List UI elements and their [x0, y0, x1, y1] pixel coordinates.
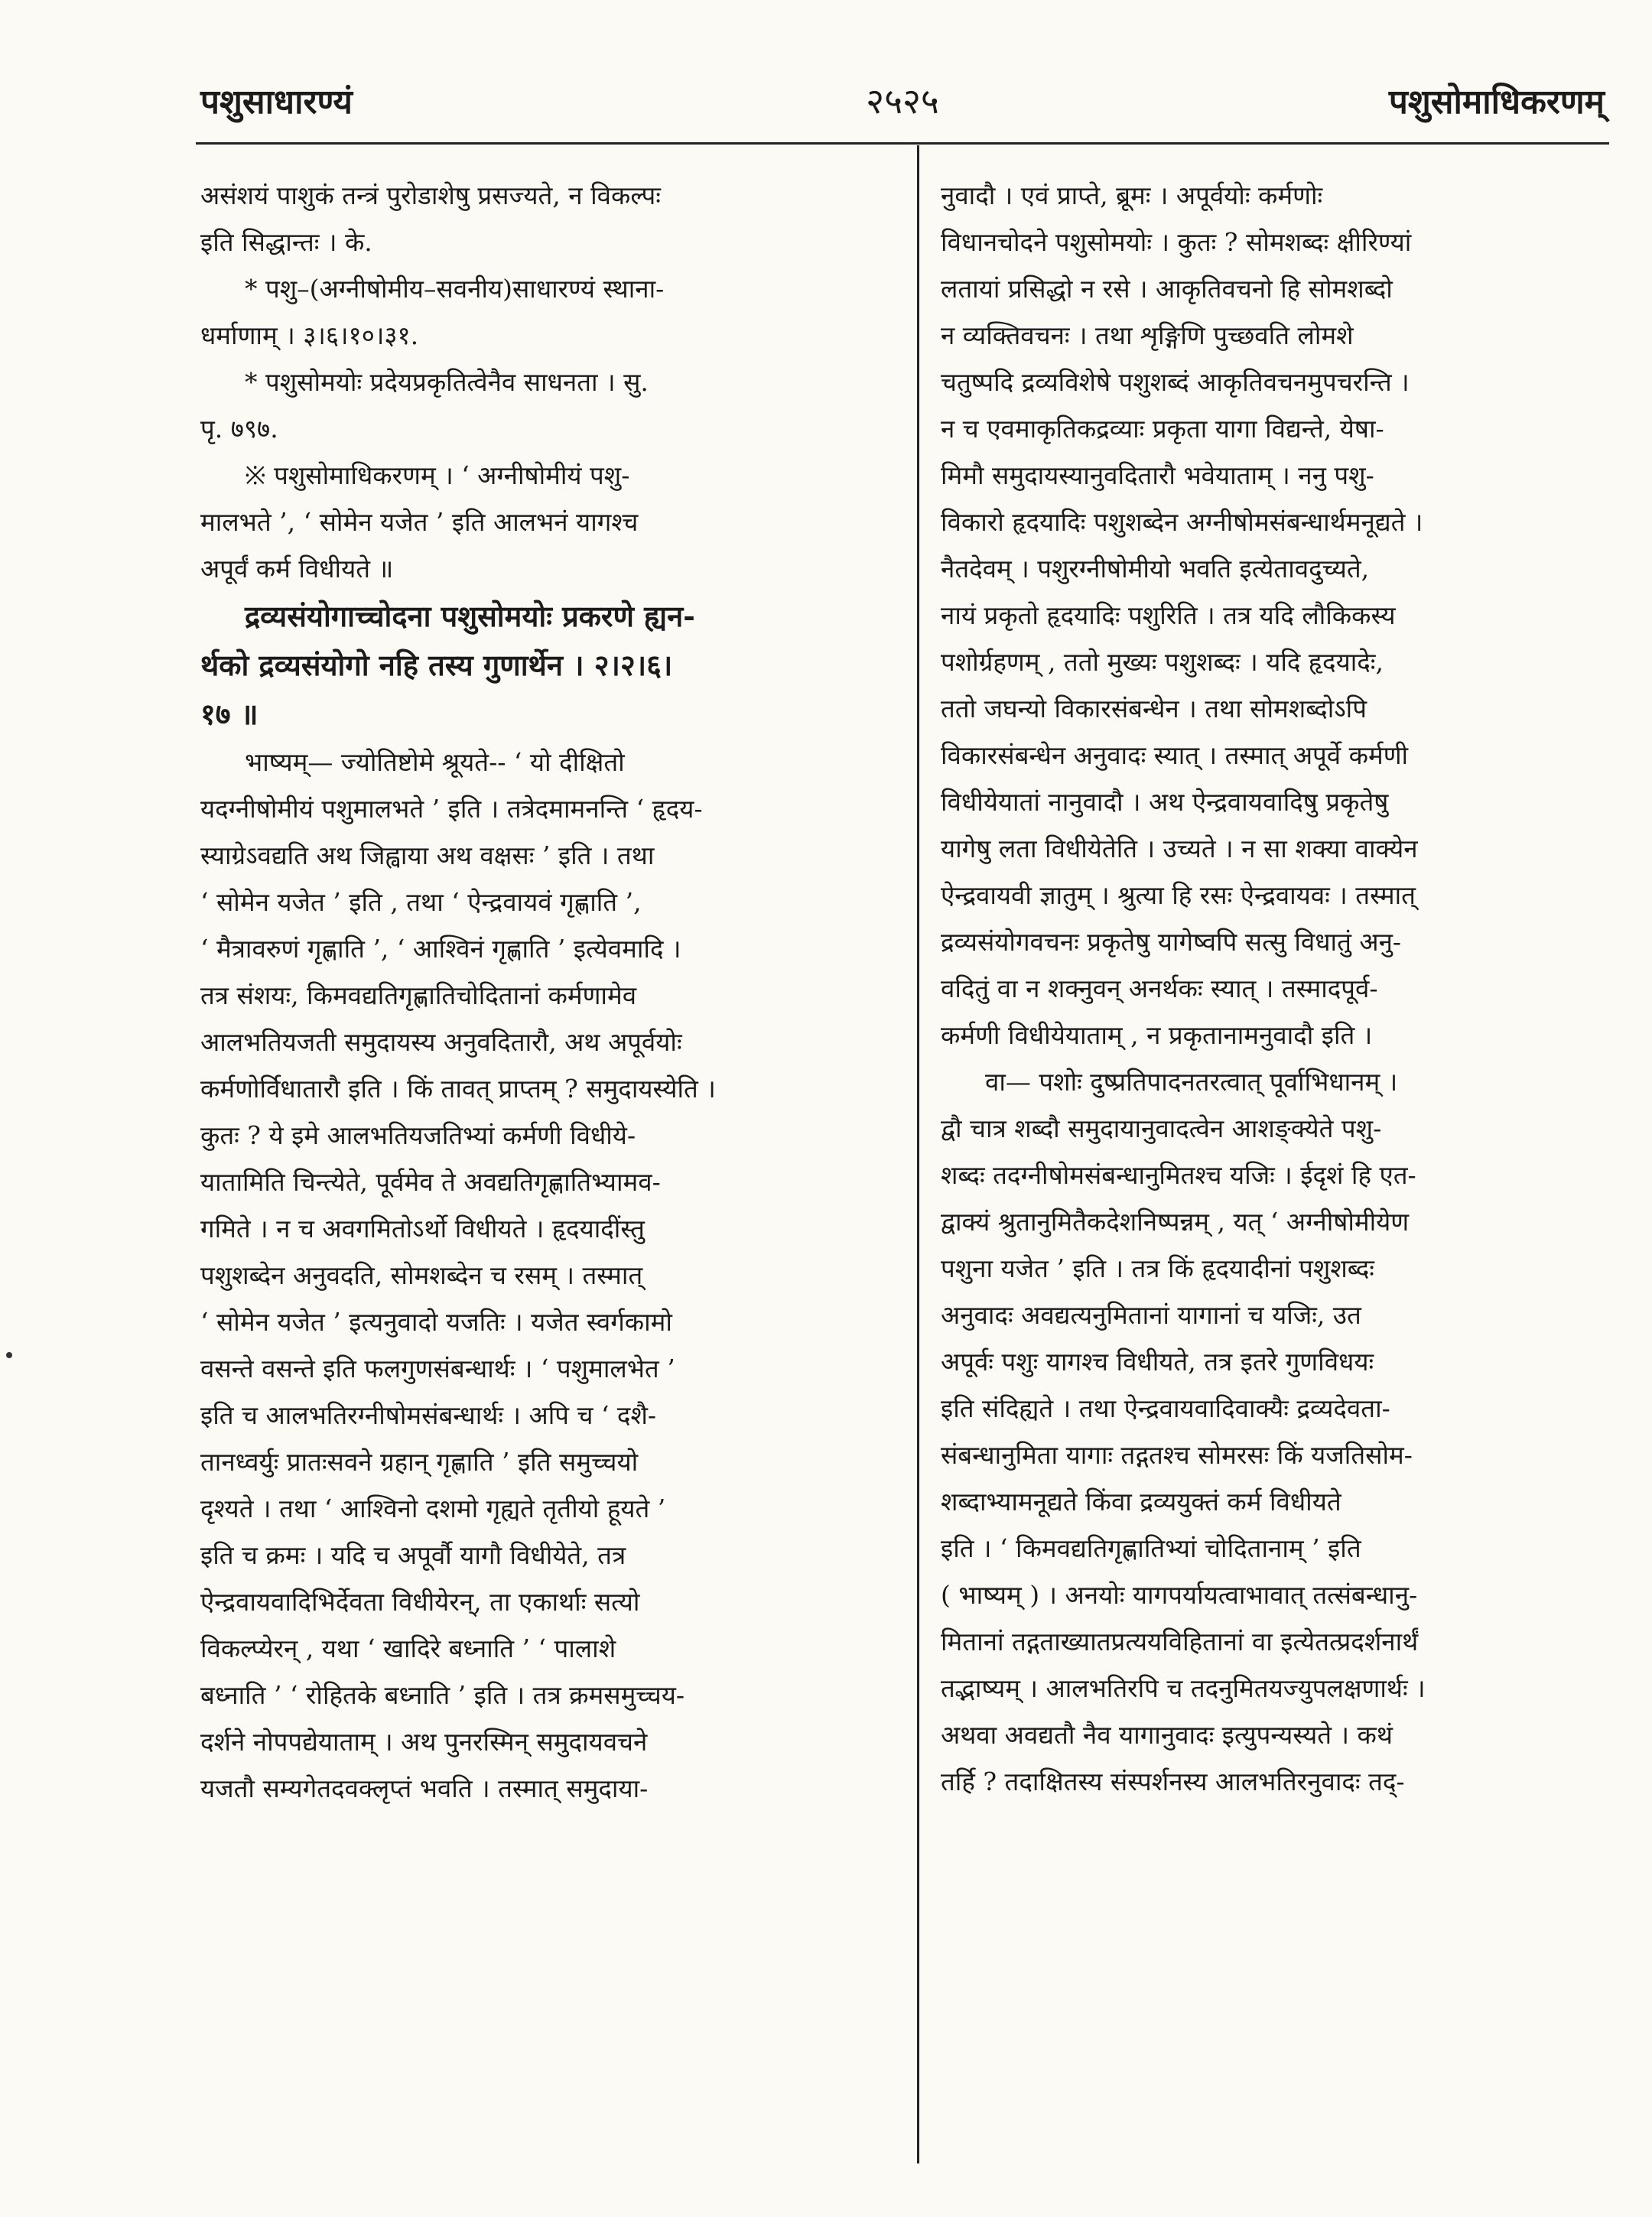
text-line: विधानचोदने पशुसोमयोः । कुतः ? सोमशब्दः क्षीरिण्यां [941, 227, 1412, 257]
text-line: कुतः ? ये इमे आलभतियजतिभ्यां कर्मणी विधीये- [200, 1120, 636, 1150]
text-line: इति । ‘ किमवद्यतिगृह्णातिभ्यां चोदितानाम् ’ इति [941, 1533, 1361, 1563]
text-line: न च एवमाकृतिकद्रव्याः प्रकृता यागा विद्यन्ते, येषा- [941, 414, 1384, 444]
text-line: ※ पशुसोमाधिकरणम् । ‘ अग्नीषोमीयं पशु- [245, 460, 630, 490]
text-line: यजतौ सम्यगेतदवक्लृप्तं भवति । तस्मात् समुदाया- [200, 1773, 649, 1803]
text-line: मालभते ’, ‘ सोमेन यजेत ’ इति आलभनं यागश्च [200, 507, 639, 537]
text-line: न व्यक्तिवचनः । तथा शृङ्गिणि पुच्छवति लोमशे [941, 320, 1354, 350]
page-number: २५२५ [866, 80, 939, 122]
text-line: इति च आलभतिरग्नीषोमसंबन्धार्थः । अपि च ‘ दशै- [200, 1400, 657, 1430]
text-line: द्वाक्यं श्रुतानुमितैकदेशनिष्पन्नम् , यत् ‘ अग्नीषोमीयेण [941, 1207, 1410, 1237]
text-line: पशोर्ग्रहणम् , ततो मुख्यः पशुशब्दः । यदि हृदयादेः, [941, 647, 1384, 677]
text-line: असंशयं पाशुकं तन्त्रं पुरोडाशेषु प्रसज्यते, न विकल्पः [200, 180, 661, 210]
text-line: द्रव्यसंयोगवचनः प्रकृतेषु यागेष्वपि सत्सु विधातुं अनु- [941, 927, 1402, 957]
text-line: तत्र संशयः, किमवद्यतिगृह्णातिचोदितानां कर्मणामेव [200, 980, 637, 1010]
text-line: इति सिद्धान्तः । के. [200, 227, 372, 257]
text-line: ‘ सोमेन यजेत ’ इत्यनुवादो यजतिः । यजेत स्वर्गकामो [200, 1307, 672, 1337]
text-line: वसन्ते वसन्ते इति फलगुणसंबन्धार्थः । ‘ पशुमालभेत ’ [200, 1354, 675, 1383]
header-rule [196, 142, 1609, 145]
text-line: यातामिति चिन्त्येते, पूर्वमेव ते अवद्यतिगृह्णातिभ्यामव- [200, 1167, 661, 1197]
text-line: मिमौ समुदायस्यानुवदितारौ भवेयाताम् । ननु पशु- [941, 460, 1374, 490]
page-header [200, 73, 1605, 127]
text-line: इति च क्रमः । यदि च अपूर्वौ यागौ विधीयेते, तत्र [200, 1540, 626, 1570]
text-line: अपूर्वः पशुः यागश्च विधीयते, तत्र इतरे गुणविधयः [941, 1347, 1374, 1377]
entry-pashusomayoh [200, 359, 885, 452]
text-line: नैतदेवम् । पशुरग्नीषोमीयो भवति इत्येतावदुच्यते, [941, 554, 1370, 584]
text-line: यागेषु लता विधीयेतेति । उच्यते । न सा शक्या वाक्येन [941, 834, 1418, 863]
text-line: अपूर्वं कर्म विधीयते ॥ [200, 554, 394, 584]
text-line: स्याग्रेऽवद्यति अथ जिह्वाया अथ वक्षसः ’ इति । तथा [200, 840, 655, 870]
column-divider [917, 145, 919, 2163]
text-line: वदितुं वा न शक्नुवन् अनर्थकः स्यात् । तस्मादपूर्व- [941, 974, 1378, 1003]
text-line: संबन्धानुमिता यागाः तद्गतश्च सोमरसः किं यजतिसोम- [941, 1440, 1413, 1470]
bhashya-commentary [200, 739, 885, 1812]
text-line: इति संदिह्यते । तथा ऐन्द्रवायवादिवाक्यैः द्रव्यदेवता- [941, 1393, 1390, 1423]
text-line: तर्हि ? तदाक्षितस्य संस्पर्शनस्य आलभतिरनुवादः तद्- [941, 1767, 1405, 1796]
text-line: ‘ मैत्रावरुणं गृह्णाति ’, ‘ आश्विनं गृह्णाति ’ इत्येवमादि । [200, 934, 681, 964]
text-line: विकल्प्येरन् , यथा ‘ खादिरे बध्नाति ’ ‘ पालाशे [200, 1633, 616, 1663]
text-line: अथवा अवद्यतौ नैव यागानुवादः इत्युपन्यस्यते । कथं [941, 1720, 1393, 1750]
text-line: विकारो हृदयादिः पशुशब्देन अग्नीषोमसंबन्धार्थमनूद्यते । [941, 507, 1423, 537]
text-line: मितानां तद्गताख्यातप्रत्ययविहितानां वा इत्येतत्प्रदर्शनार्थं [941, 1627, 1419, 1656]
adhikarana-heading [200, 452, 885, 592]
text-line: दृश्यते । तथा ‘ आश्विनो दशमो गृह्यते तृतीयो हूयते ’ [200, 1494, 666, 1523]
sutra-line: १७ ॥ [200, 697, 259, 731]
text-line: गमिते । न च अवगमितोऽर्थो विधीयते । हृदयादींस्तु [200, 1214, 645, 1243]
text-line: वा— पशोः दुष्प्रतिपादनतरत्वात् पूर्वाभिधानम् । [985, 1067, 1398, 1097]
text-line: कर्मणोर्विधातारौ इति । किं तावत् प्राप्तम् ? समुदायस्येति । [200, 1074, 716, 1104]
text-line: ततो जघन्यो विकारसंबन्धेन । तथा सोमशब्दोऽपि [941, 694, 1367, 723]
sutra-line: द्रव्यसंयोगाच्चोदना पशुसोमयोः प्रकरणे ह्यन- [245, 599, 695, 633]
text-line: ( भाष्यम् ) । अनयोः यागपर्यायत्वाभावात् तत्संबन्धानु- [941, 1580, 1418, 1610]
text-line: बध्नाति ’ ‘ रोहितके बध्नाति ’ इति । तत्र क्रमसमुच्चय- [200, 1680, 685, 1710]
right-column [941, 172, 1614, 1805]
sutra-line: र्थको द्रव्यसंयोगो नहि तस्य गुणार्थेन । २।२।६। [200, 648, 673, 682]
left-column [200, 172, 885, 1812]
vartika-commentary [941, 1058, 1614, 1805]
paragraph-siddhanta [200, 172, 885, 265]
entry-pashu-sadharanya [200, 265, 885, 359]
text-line: यदग्नीषोमीयं पशुमालभते ’ इति । तत्रेदमामनन्ति ‘ हृदय- [200, 794, 703, 824]
bhashya-continuation [941, 172, 1614, 1058]
text-line: शब्दः तदग्नीषोमसंबन्धानुमितश्च यजिः । ईदृशं हि एत- [941, 1160, 1416, 1190]
text-line: कर्मणी विधीयेयाताम् , न प्रकृतानामनुवादौ इति । [941, 1020, 1373, 1050]
text-line: ऐन्द्रवायवादिभिर्देवता विधीयेरन्, ता एकार्थाः सत्यो [200, 1587, 640, 1617]
text-line: पशुशब्देन अनुवदति, सोमशब्देन च रसम् । तस्मात् [200, 1260, 643, 1290]
text-line: अनुवादः अवद्यत्यनुमितानां यागानां च यजिः, उत [941, 1300, 1361, 1330]
text-line: शब्दाभ्यामनूद्यते किंवा द्रव्ययुक्तं कर्म विधीयते [941, 1487, 1341, 1516]
text-line: दर्शने नोपपद्येयाताम् । अथ पुनरस्मिन् समुदायवचने [200, 1727, 648, 1757]
text-line: आलभतियजती समुदायस्य अनुवदितारौ, अथ अपूर्वयोः [200, 1027, 682, 1057]
margin-speck [6, 1352, 12, 1358]
text-line: तानध्वर्युः प्रातःसवने ग्रहान् गृह्णाति ’ इति समुच्चयो [200, 1447, 639, 1477]
text-line: चतुष्पदि द्रव्यविशेषे पशुशब्दं आकृतिवचनमुपचरन्ति । [941, 367, 1410, 397]
text-line: नायं प्रकृतो हृदयादिः पशुरिति । तत्र यदि लौकिकस्य [941, 600, 1396, 630]
text-line: लतायां प्रसिद्धो न रसे । आकृतिवचनो हि सोमशब्दो [941, 274, 1393, 304]
text-line: * पशु–(अग्नीषोमीय–सवनीय)साधारण्यं स्थाना- [245, 274, 665, 304]
text-line: तद्भाष्यम् । आलभतिरपि च तदनुमितयज्युपलक्षणार्थः । [941, 1673, 1426, 1703]
running-head-right: पशुसोमाधिकरणम् [1388, 83, 1605, 122]
text-line: भाष्यम्— ज्योतिष्टोमे श्रूयते-- ‘ यो दीक्षितो [245, 747, 625, 777]
text-line: विकारसंबन्धेन अनुवादः स्यात् । तस्मात् अपूर्वे कर्मणी [941, 740, 1409, 770]
text-line: विधीयेयातां नानुवादौ । अथ ऐन्द्रवायवादिषु प्रकृतेषु [941, 787, 1389, 817]
sutra [200, 592, 885, 739]
text-line: * पशुसोमयोः प्रदेयप्रकृतित्वेनैव साधनता । सु. [245, 367, 649, 397]
text-line: द्वौ चात्र शब्दौ समुदायानुवादत्वेन आशङ्क्येते पशु- [941, 1113, 1382, 1143]
text-line: ‘ सोमेन यजेत ’ इति , तथा ‘ ऐन्द्रवायवं गृह्णाति ’, [200, 887, 642, 917]
text-line: ऐन्द्रवायवी ज्ञातुम् । श्रुत्या हि रसः ऐन्द्रवायवः । तस्मात् [941, 880, 1416, 910]
text-line: पृ. ७९७. [200, 414, 278, 444]
text-line: पशुना यजेत ’ इति । तत्र किं हृदयादीनां पशुशब्दः [941, 1253, 1374, 1283]
running-head-left: पशुसाधारण्यं [200, 83, 353, 122]
text-line: नुवादौ । एवं प्राप्ते, ब्रूमः । अपूर्वयोः कर्मणोः [941, 180, 1323, 210]
text-line: धर्माणाम् । ३।६।१०।३१. [200, 320, 419, 350]
